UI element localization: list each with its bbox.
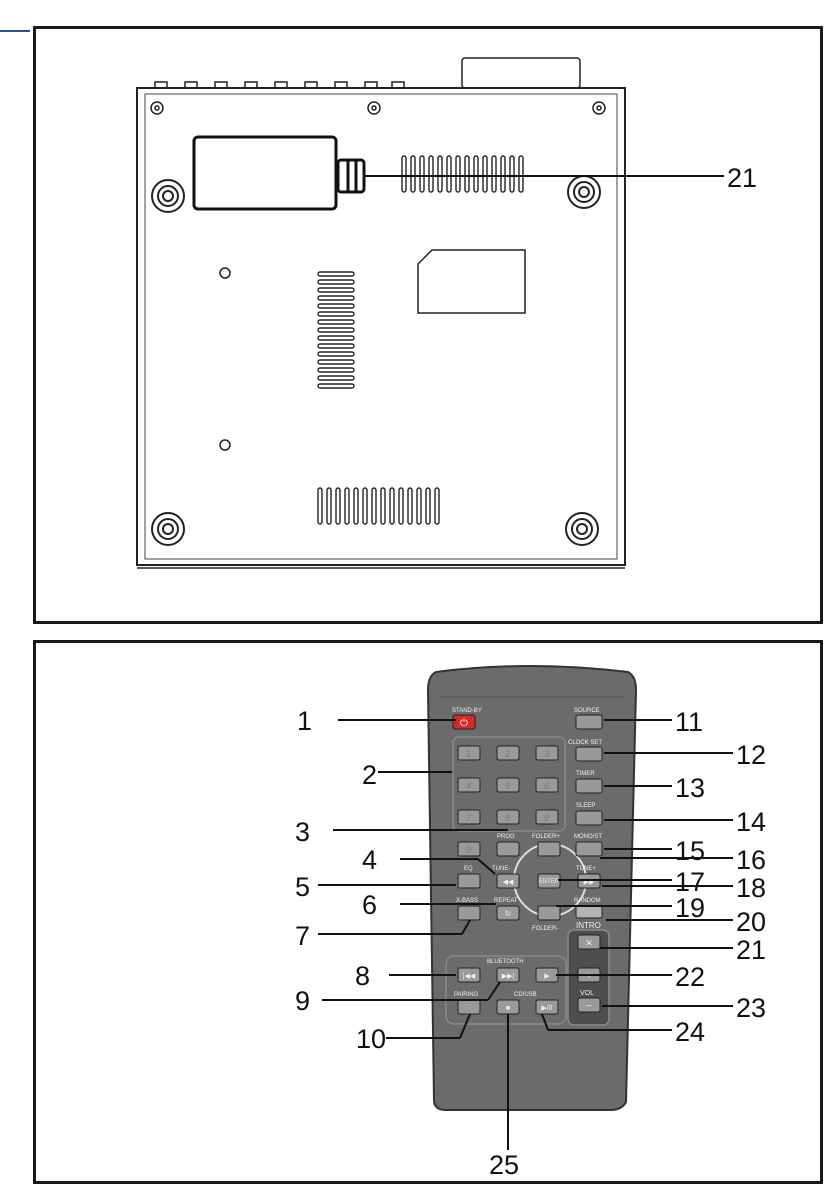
callout-3: 3 — [295, 817, 311, 847]
eq-label: EQ — [464, 866, 473, 872]
key-7-label: 7 — [466, 813, 472, 823]
rewind-icon: ◀◀ — [502, 879, 514, 886]
key-5-label: 5 — [505, 781, 511, 791]
play-icon: ▶ — [544, 973, 550, 980]
mute-icon: ✕ — [585, 938, 593, 948]
key-3-label: 3 — [544, 749, 550, 759]
unit-top-buttons — [155, 58, 580, 88]
callout-13: 13 — [675, 773, 706, 803]
key-0-label: 0 — [466, 845, 472, 855]
remote-control-panel — [33, 640, 823, 1184]
fast-forward-icon: ▶▶ — [583, 879, 595, 886]
sleep-label: SLEEP — [576, 803, 596, 809]
repeat-icon: ↻ — [504, 909, 512, 918]
callout-14: 14 — [736, 807, 767, 837]
key-4-label: 4 — [466, 781, 472, 791]
minus-icon: − — [586, 1001, 592, 1012]
power-icon: ⏻ — [460, 718, 468, 729]
callout-9: 9 — [295, 986, 311, 1016]
callout-22: 22 — [675, 962, 706, 992]
callout-11: 11 — [675, 707, 704, 737]
callout-18: 18 — [736, 873, 767, 903]
callout-25: 25 — [489, 1150, 520, 1180]
callout-16: 16 — [736, 845, 767, 875]
repeat-label: REPEAT — [494, 898, 518, 904]
tune-minus-label: TUNE- — [492, 866, 511, 872]
callout-17: 17 — [675, 867, 706, 897]
plus-icon: + — [586, 971, 592, 982]
play-pause-icon: ▶/II — [541, 1005, 553, 1012]
source-label: SOURCE — [574, 708, 600, 714]
mono-st-label: MONO/ST — [574, 834, 602, 840]
callout-20: 20 — [736, 907, 767, 937]
callout-19: 19 — [675, 893, 706, 923]
vol-label: VOL — [580, 990, 595, 997]
next-icon: ▶▶| — [501, 973, 515, 980]
cd-usb-label: CD/USB — [514, 992, 537, 998]
x-bass-label: X-BASS — [456, 898, 479, 904]
callout-21: 21 — [736, 935, 767, 965]
callout-2: 2 — [362, 760, 378, 790]
callout-6: 6 — [362, 890, 378, 920]
standby-label: STAND-BY — [452, 708, 482, 714]
callout-1: 1 — [297, 706, 313, 736]
prog-label: PROG — [497, 834, 515, 840]
callout-8: 8 — [355, 961, 371, 991]
clock-set-label: CLOCK SET — [568, 740, 603, 746]
callout-21-top: 21 — [727, 163, 758, 193]
key-1-label: 1 — [466, 749, 472, 759]
intro-label: INTRO — [576, 921, 601, 930]
callout-15: 15 — [675, 836, 706, 866]
folder-minus-label: FOLDER- — [532, 926, 559, 932]
callout-4: 4 — [362, 845, 378, 875]
enter-label: ENTER — [538, 879, 560, 885]
random-label: RANDOM — [574, 898, 601, 904]
timer-label: TIMER — [576, 771, 595, 777]
tune-plus-label: TUNE+ — [576, 866, 596, 872]
bluetooth-label: BLUETOOTH — [487, 959, 524, 965]
previous-icon: |◀◀ — [462, 973, 476, 980]
key-2-label: 2 — [505, 749, 511, 759]
callout-5: 5 — [295, 872, 311, 902]
key-8-label: 8 — [505, 813, 511, 823]
callout-7: 7 — [295, 921, 311, 951]
rating-label-area — [418, 250, 525, 313]
key-9-label: 9 — [544, 813, 550, 823]
folder-plus-label: FOLDER+ — [532, 834, 560, 840]
pairing-label: PAIRING — [454, 992, 479, 998]
stop-icon: ■ — [505, 1005, 511, 1012]
callout-23: 23 — [736, 993, 767, 1023]
callout-12: 12 — [736, 740, 767, 770]
callout-24: 24 — [675, 1017, 706, 1047]
key-6-label: 6 — [544, 781, 550, 791]
callout-10: 10 — [356, 1024, 387, 1054]
